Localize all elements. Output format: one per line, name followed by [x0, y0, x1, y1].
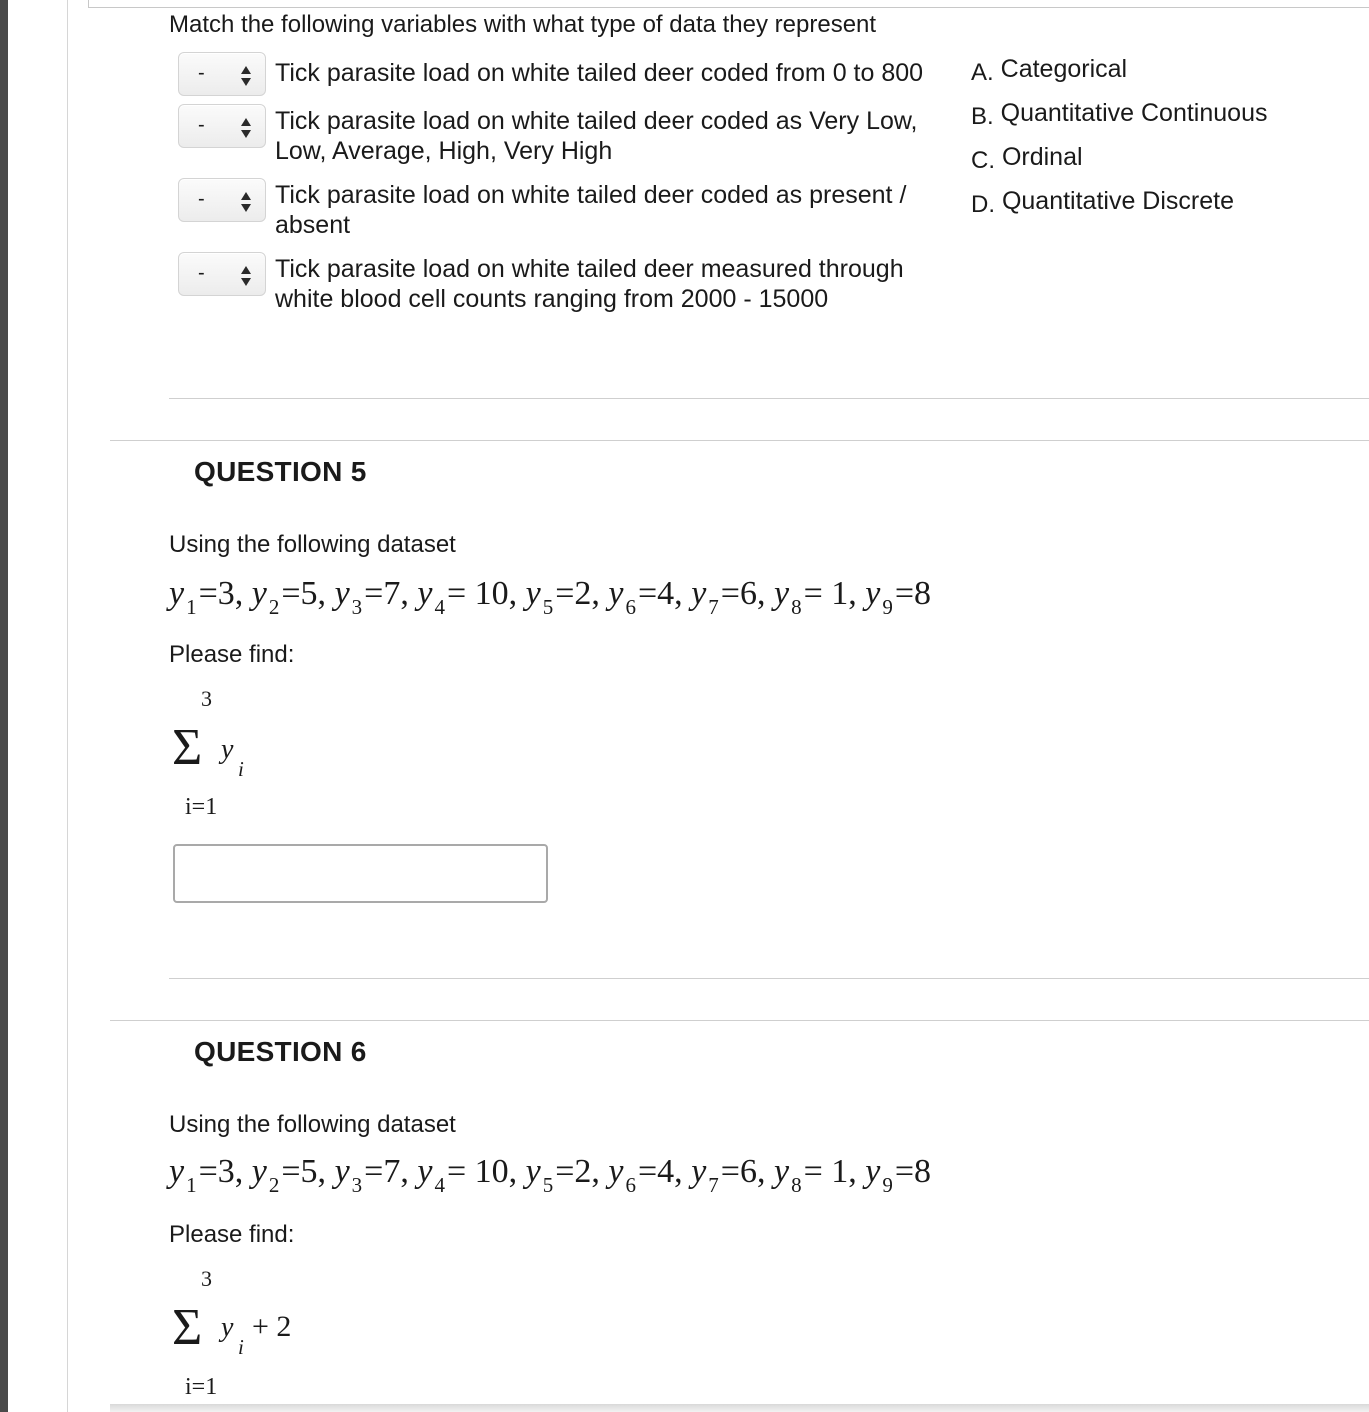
dataset-term: $y_5=2$, — [525, 575, 600, 619]
dataset-term: $y_2=5$, — [251, 1153, 327, 1197]
match-select-2[interactable] — [178, 104, 266, 148]
match-item-line: white blood cell counts ranging from 2000 - 15000 — [275, 285, 829, 313]
option-letter: A. — [971, 59, 994, 86]
sigma-symbol: Σ — [172, 719, 203, 776]
option-a — [971, 54, 1127, 85]
dataset-intro: Using the following dataset — [169, 531, 456, 558]
match-select-value: - — [198, 114, 205, 136]
question-title: QUESTION 6 — [194, 1036, 367, 1067]
dataset-term: $y_6=4$, — [608, 575, 683, 619]
dataset-intro: Using the following dataset — [169, 1111, 456, 1138]
sum-term: y — [221, 1312, 234, 1343]
option-letter: D. — [971, 191, 995, 218]
content-left-rule — [67, 0, 68, 1412]
please-find-label: Please find: — [169, 1221, 295, 1248]
sum-term-subscript: i — [238, 1335, 244, 1359]
sigma-symbol: Σ — [172, 1299, 203, 1356]
match-item-line: Tick parasite load on white tailed deer coded as Very Low, — [275, 107, 918, 135]
match-item-line: absent — [275, 211, 351, 239]
question-title: QUESTION 5 — [194, 456, 367, 487]
sum-term: y — [221, 734, 234, 765]
dataset-term: $y_7=6$, — [691, 575, 766, 619]
sum-upper-limit: 3 — [201, 1266, 212, 1291]
updown-arrows-icon — [240, 265, 252, 287]
window-left-border — [0, 0, 8, 1412]
question-separator — [110, 1020, 1369, 1021]
dataset-term: $y_9=8$ — [865, 575, 932, 619]
question-divider — [169, 398, 1369, 399]
match-select-1[interactable] — [178, 52, 266, 96]
dataset-term: $y_6=4$, — [608, 1153, 683, 1197]
sum-tail: + 2 — [252, 1310, 292, 1343]
updown-arrows-icon — [240, 191, 252, 213]
dataset-term: $y_7=6$, — [691, 1153, 766, 1197]
match-item-line: Tick parasite load on white tailed deer coded from 0 to 800 — [275, 59, 924, 87]
match-select-4[interactable] — [178, 252, 266, 296]
dataset-term: $y_2=5$, — [251, 575, 327, 619]
option-d — [971, 186, 1234, 217]
match-item-3 — [275, 180, 906, 240]
match-item-4 — [275, 254, 904, 314]
match-select-value: - — [198, 62, 205, 84]
match-item-line: Tick parasite load on white tailed deer coded as present / — [275, 181, 907, 209]
option-label: Quantitative Discrete — [1001, 187, 1234, 215]
updown-arrows-icon — [240, 65, 252, 87]
dataset-term: $y_4= 10$, — [417, 575, 518, 619]
dataset-term: $y_8= 1$, — [773, 1153, 857, 1197]
match-item-2 — [275, 106, 918, 166]
option-letter: B. — [971, 103, 994, 130]
sum-term-subscript: i — [238, 757, 244, 781]
dataset-term: $y_3=7$, — [334, 1153, 409, 1197]
match-item-1 — [275, 58, 923, 88]
option-label: Ordinal — [1001, 143, 1083, 171]
match-item-line: Tick parasite load on white tailed deer measured through — [275, 255, 904, 283]
question-separator — [110, 440, 1369, 441]
sum-upper-limit: 3 — [201, 686, 212, 711]
previous-question-box-edge — [88, 0, 1369, 8]
next-question-edge — [110, 1404, 1369, 1412]
dataset-term: $y_5=2$, — [525, 1153, 600, 1197]
option-b — [971, 98, 1267, 129]
dataset-term: $y_1=3$, — [169, 575, 244, 619]
dataset-term: $y_8= 1$, — [773, 575, 857, 619]
question-divider — [169, 978, 1369, 979]
match-select-value: - — [198, 188, 205, 210]
match-item-line: Low, Average, High, Very High — [275, 137, 613, 165]
updown-arrows-icon — [240, 117, 252, 139]
option-letter: C. — [971, 147, 995, 174]
dataset-term: $y_9=8$ — [865, 1153, 932, 1197]
match-select-value: - — [198, 262, 205, 284]
dataset-equation — [169, 1152, 931, 1195]
match-select-3[interactable] — [178, 178, 266, 222]
please-find-label: Please find: — [169, 641, 295, 668]
answer-input[interactable] — [173, 844, 548, 903]
dataset-term: $y_1=3$, — [169, 1153, 244, 1197]
option-label: Quantitative Continuous — [1000, 99, 1268, 127]
dataset-term: $y_4= 10$, — [417, 1153, 518, 1197]
matching-prompt: Match the following variables with what type of data they represent — [169, 11, 877, 38]
sum-lower-limit: i=1 — [185, 794, 218, 820]
dataset-term: $y_3=7$, — [334, 575, 409, 619]
dataset-equation — [169, 574, 931, 617]
option-c — [971, 142, 1083, 173]
option-label: Categorical — [1000, 55, 1128, 83]
sum-lower-limit: i=1 — [185, 1374, 218, 1400]
